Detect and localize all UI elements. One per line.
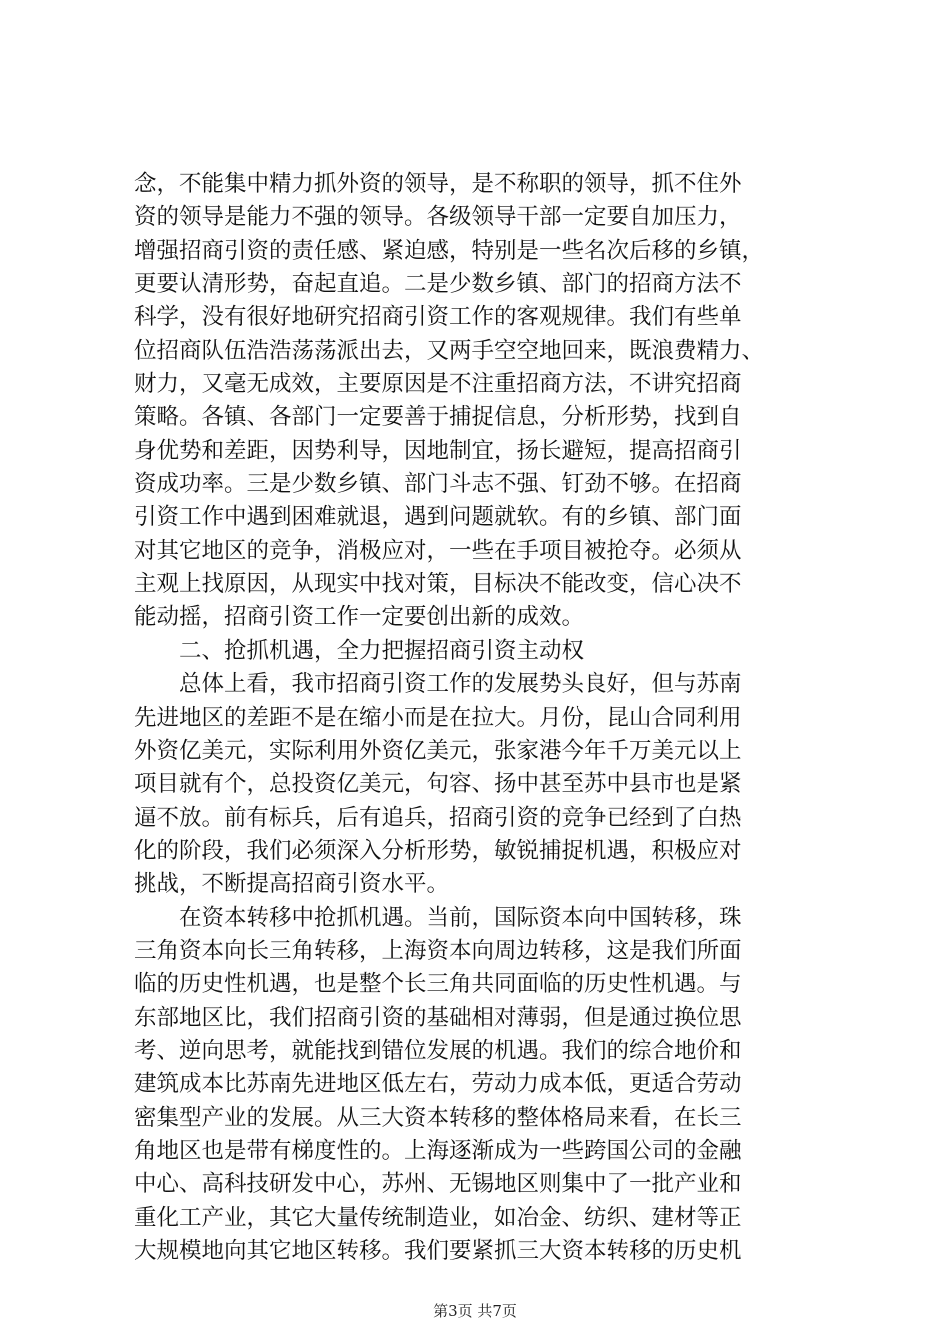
text-line: 策略。各镇、各部门一定要善于捕捉信息，分析形势，找到自: [134, 404, 742, 431]
text-line: 临的历史性机遇，也是整个长三角共同面临的历史性机遇。与: [134, 971, 742, 998]
text-line: 能动摇，招商引资工作一定要创出新的成效。: [134, 604, 585, 631]
text-line: 重化工产业，其它大量传统制造业，如冶金、纺织、建材等正: [134, 1204, 742, 1231]
text-line: 更要认清形势，奋起直追。二是少数乡镇、部门的招商方法不: [134, 271, 742, 298]
text-line: 科学，没有很好地研究招商引资工作的客观规律。我们有些单: [134, 304, 742, 331]
text-line: 中心、高科技研发中心，苏州、无锡地区则集中了一批产业和: [134, 1171, 742, 1198]
text-line: 角地区也是带有梯度性的。上海逐渐成为一些跨国公司的金融: [134, 1137, 742, 1164]
text-line: 东部地区比，我们招商引资的基础相对薄弱，但是通过换位思: [134, 1004, 742, 1031]
text-line: 考、逆向思考，就能找到错位发展的机遇。我们的综合地价和: [134, 1037, 742, 1064]
text-line: 资的领导是能力不强的领导。各级领导干部一定要自加压力，: [134, 204, 742, 231]
text-line: 在资本转移中抢抓机遇。当前，国际资本向中国转移，珠: [134, 904, 742, 931]
text-line: 二、抢抓机遇，全力把握招商引资主动权: [134, 637, 585, 664]
document-body: [134, 168, 824, 1268]
text-line: 化的阶段，我们必须深入分析形势，敏锐捕捉机遇，积极应对: [134, 837, 742, 864]
text-line: 对其它地区的竞争，消极应对，一些在手项目被抢夺。必须从: [134, 537, 742, 564]
text-line: 密集型产业的发展。从三大资本转移的整体格局来看，在长三: [134, 1104, 742, 1131]
text-line: 挑战，不断提高招商引资水平。: [134, 871, 450, 898]
text-line: 身优势和差距，因势利导，因地制宜，扬长避短，提高招商引: [134, 437, 742, 464]
page-footer: 第3页 共7页: [433, 1302, 517, 1320]
text-line: 三角资本向长三角转移，上海资本向周边转移，这是我们所面: [134, 937, 742, 964]
text-line: 先进地区的差距不是在缩小而是在拉大。月份，昆山合同利用: [134, 704, 742, 731]
text-line: 财力，又毫无成效，主要原因是不注重招商方法，不讲究招商: [134, 371, 742, 398]
text-line: 增强招商引资的责任感、紧迫感，特别是一些名次后移的乡镇，: [134, 237, 765, 264]
text-line: 位招商队伍浩浩荡荡派出去，又两手空空地回来，既浪费精力、: [134, 337, 765, 364]
text-line: 逼不放。前有标兵，后有追兵，招商引资的竞争已经到了白热: [134, 804, 742, 831]
text-line: 主观上找原因，从现实中找对策，目标决不能改变，信心决不: [134, 571, 742, 598]
text-line: 大规模地向其它地区转移。我们要紧抓三大资本转移的历史机: [134, 1238, 742, 1264]
text-line: 项目就有个，总投资亿美元，句容、扬中甚至苏中县市也是紧: [134, 771, 742, 798]
text-line: 总体上看，我市招商引资工作的发展势头良好，但与苏南: [134, 671, 742, 698]
text-line: 外资亿美元，实际利用外资亿美元，张家港今年千万美元以上: [134, 737, 742, 764]
text-line: 引资工作中遇到困难就退，遇到问题就软。有的乡镇、部门面: [134, 504, 742, 531]
text-line: 念，不能集中精力抓外资的领导，是不称职的领导，抓不住外: [134, 171, 742, 197]
text-line: 资成功率。三是少数乡镇、部门斗志不强、钉劲不够。在招商: [134, 471, 742, 498]
text-line: 建筑成本比苏南先进地区低左右，劳动力成本低，更适合劳动: [134, 1071, 742, 1098]
